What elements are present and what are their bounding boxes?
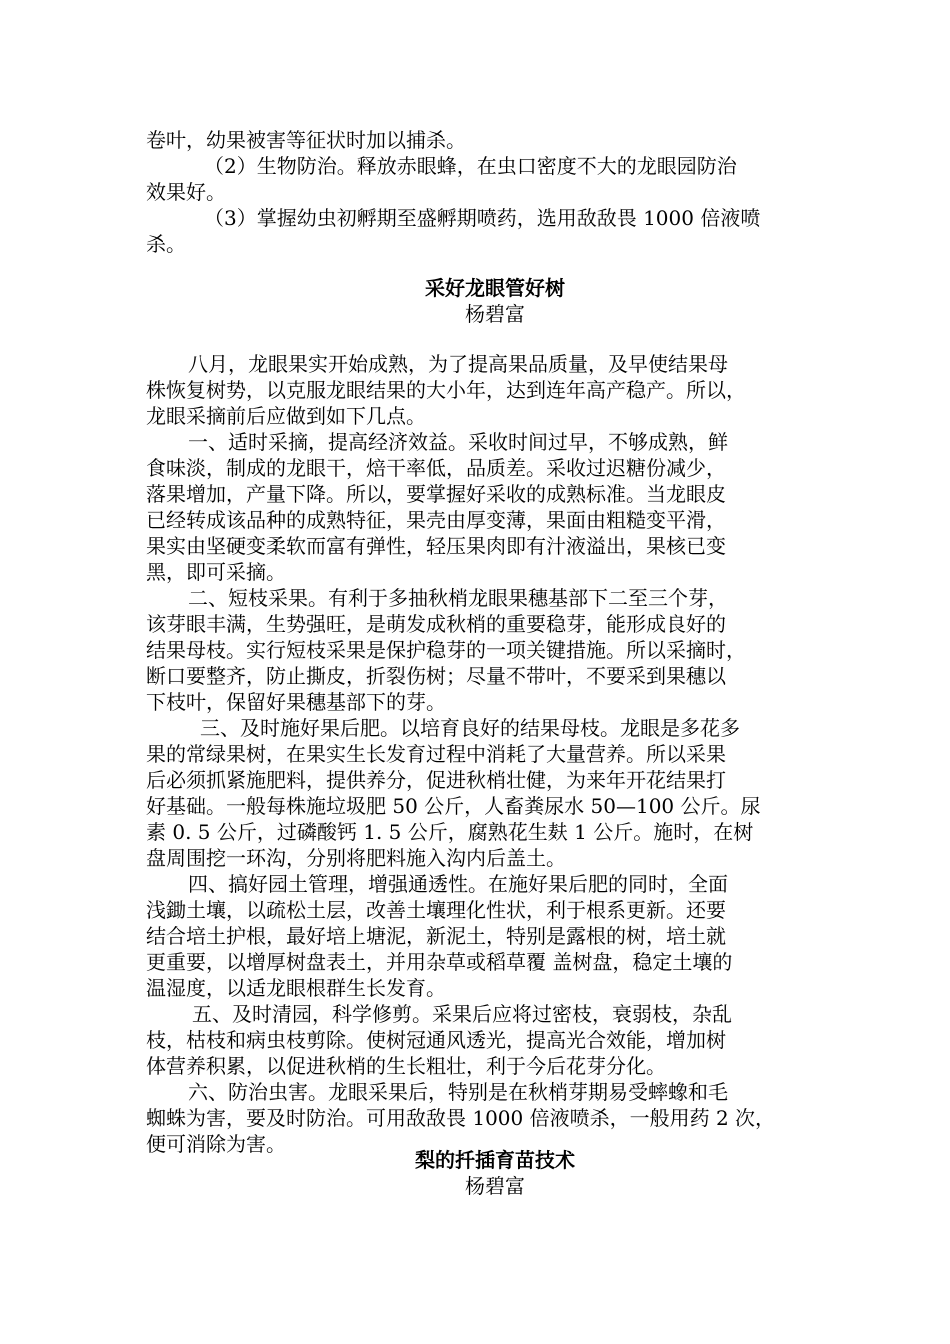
paragraph-line: 体营养积累，以促进秋梢的生长粗壮，利于今后花芽分化。	[146, 1054, 666, 1078]
paragraph-line: 结合培土护根，最好培上塘泥，新泥土，特别是露根的树，培土就	[146, 924, 726, 948]
paragraph-line: 断口要整齐，防止撕皮，折裂伤树；尽量不带叶，不要采到果穗以	[146, 664, 726, 688]
paragraph-line: （3）掌握幼虫初孵期至盛孵期喷药，选用敌敌畏 1000 倍液喷	[204, 206, 761, 230]
paragraph-line: （2）生物防治。释放赤眼蜂，在虫口密度不大的龙眼园防治	[204, 154, 737, 178]
paragraph-line: 杀。	[146, 232, 186, 256]
article-author: 杨碧富	[465, 302, 525, 326]
paragraph-line: 效果好。	[146, 180, 226, 204]
article-title: 采好龙眼管好树	[425, 276, 565, 300]
paragraph-line: 二、短枝采果。有利于多抽秋梢龙眼果穗基部下二至三个芽，	[188, 586, 728, 610]
paragraph-line: 株恢复树势，以克服龙眼结果的大小年，达到连年高产稳产。所以，	[146, 378, 746, 402]
paragraph-line: 六、防治虫害。龙眼采果后，特别是在秋梢芽期易受蟀蟓和毛	[188, 1080, 728, 1104]
paragraph-line: 龙眼采摘前后应做到如下几点。	[146, 404, 426, 428]
paragraph-line: 八月，龙眼果实开始成熟，为了提高果品质量，及早使结果母	[188, 352, 728, 376]
paragraph-line: 枝，枯枝和病虫枝剪除。使树冠通风透光，提高光合效能，增加树	[146, 1028, 726, 1052]
paragraph-line: 落果增加，产量下降。所以，要掌握好采收的成熟标准。当龙眼皮	[146, 482, 726, 506]
paragraph-line: 浅鋤土壤，以疏松土层，改善土壤理化性状，利于根系更新。还要	[146, 898, 726, 922]
paragraph-line: 果实由坚硬变柔软而富有弹性，轻压果肉即有汁液溢出，果核已变	[146, 534, 726, 558]
paragraph-line: 蜘蛛为害，要及时防治。可用敌敌畏 1000 倍液喷杀，一般用药 2 次，	[146, 1106, 776, 1130]
paragraph-line: 已经转成该品种的成熟特征，果壳由厚变薄，果面由粗糙变平滑，	[146, 508, 726, 532]
article-author: 杨碧富	[465, 1174, 525, 1198]
paragraph-line: 食味淡，制成的龙眼干，焙干率低，品质差。采收过迟糖份减少，	[146, 456, 726, 480]
paragraph-line: 温湿度，以适龙眼根群生长发育。	[146, 976, 446, 1000]
paragraph-line: 更重要，以增厚树盘表土，并用杂草或稻草覆 盖树盘，稳定土壤的	[146, 950, 733, 974]
paragraph-line: 盘周围挖一环沟，分别将肥料施入沟内后盖土。	[146, 846, 566, 870]
paragraph-line: 下枝叶，保留好果穗基部下的芽。	[146, 690, 446, 714]
paragraph-line: 一、适时采摘，提高经济效益。采收时间过早，不够成熟，鲜	[188, 430, 728, 454]
paragraph-line: 素 0. 5 公斤，过磷酸钙 1. 5 公斤，腐熟花生麸 1 公斤。施时，在树	[146, 820, 754, 844]
paragraph-line: 后必须抓紧施肥料，提供养分，促进秋梢壮健，为来年开花结果打	[146, 768, 726, 792]
paragraph-line: 好基础。一般每株施垃圾肥 50 公斤，人畜粪尿水 50—100 公斤。尿	[146, 794, 761, 818]
paragraph-line: 果的常绿果树，在果实生长发育过程中消耗了大量营养。所以采果	[146, 742, 726, 766]
paragraph-line: 便可消除为害。	[146, 1132, 286, 1156]
paragraph-line: 该芽眼丰满，生势强旺，是萌发成秋梢的重要稳芽，能形成良好的	[146, 612, 726, 636]
paragraph-line: 四、搞好园土管理，增强通透性。在施好果后肥的同时，全面	[188, 872, 728, 896]
paragraph-line: 黑，即可采摘。	[146, 560, 286, 584]
paragraph-line: 三、及时施好果后肥。以培育良好的结果母枝。龙眼是多花多	[200, 716, 740, 740]
paragraph-line: 五、及时清园，科学修剪。采果后应将过密枝，衰弱枝，杂乱	[192, 1002, 732, 1026]
paragraph-line: 结果母枝。实行短枝采果是保护稳芽的一项关键措施。所以采摘时，	[146, 638, 746, 662]
article-title: 梨的扦插育苗技术	[415, 1148, 575, 1172]
paragraph-line: 卷叶，幼果被害等征状时加以捕杀。	[146, 128, 466, 152]
